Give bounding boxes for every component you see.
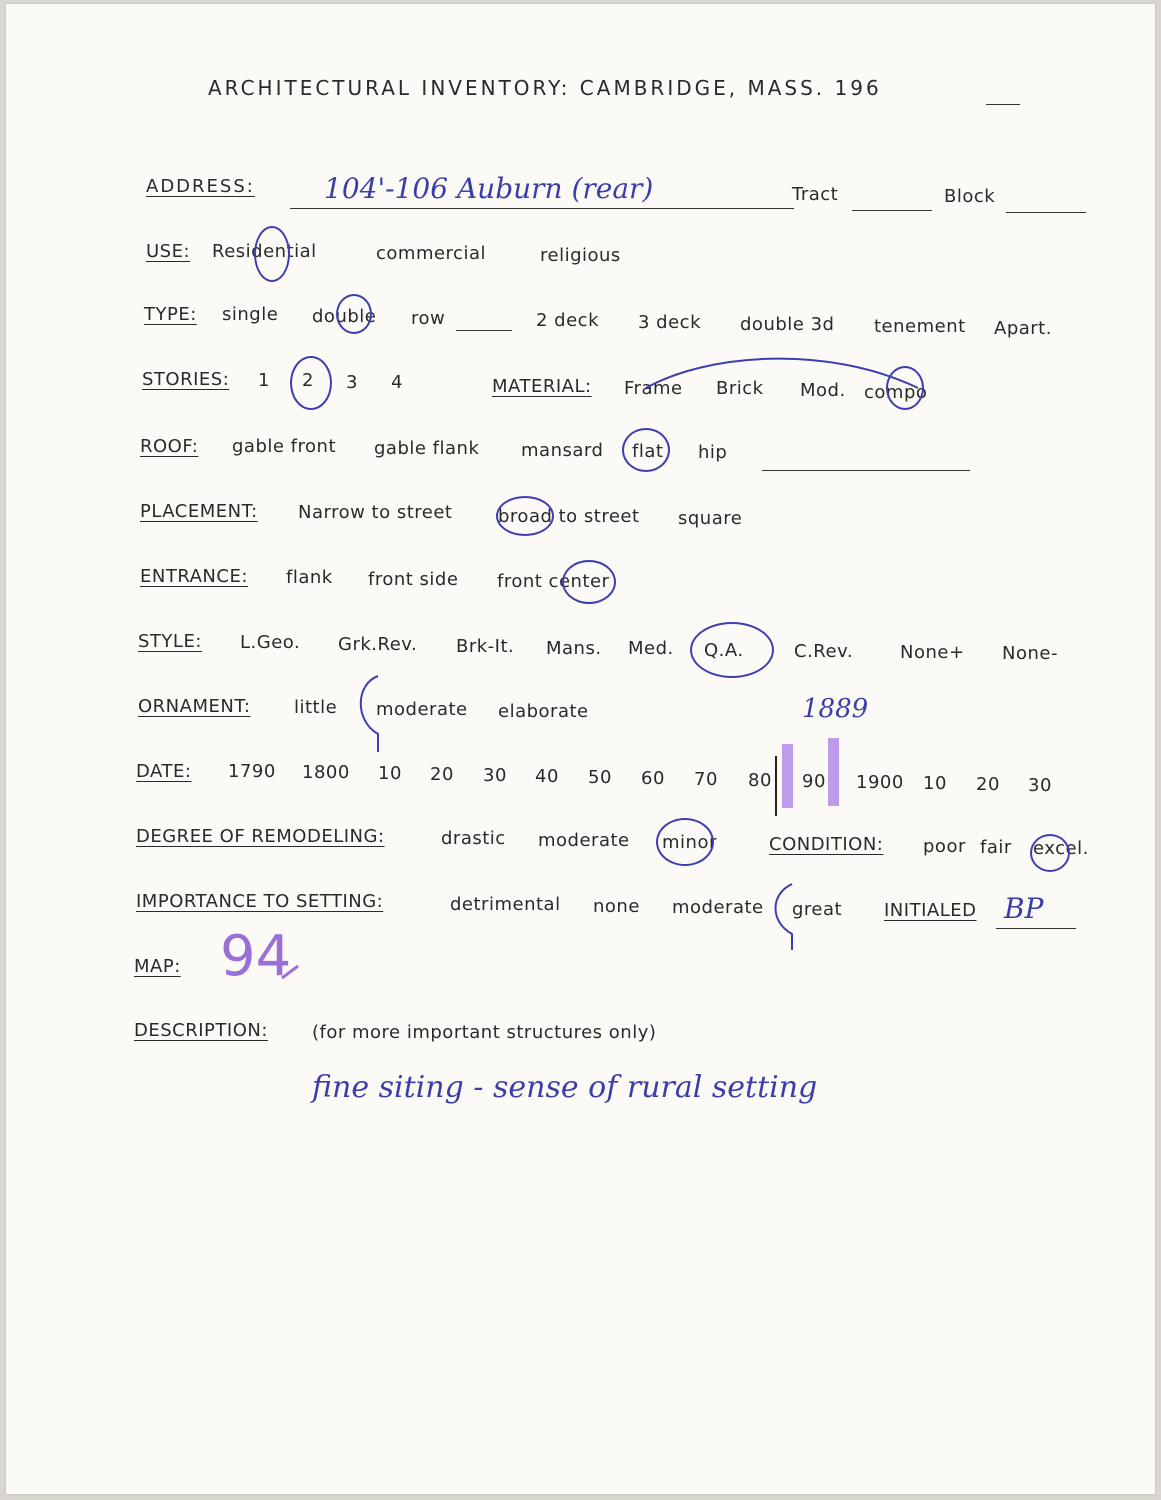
date-option-1800: 1800 <box>302 762 350 783</box>
stories-option-1: 1 <box>258 370 270 391</box>
material-option-compo: compo <box>864 382 928 403</box>
date-option-90: 90 <box>802 771 826 792</box>
address-label: ADDRESS: <box>146 176 255 197</box>
importance-option-great: great <box>792 899 843 920</box>
entrance-option-front-center: front center <box>497 571 610 592</box>
placement-option-narrow: Narrow to street <box>298 502 453 523</box>
date-option-50: 50 <box>588 767 612 788</box>
date-option-20: 20 <box>430 764 454 785</box>
roof-label: ROOF: <box>140 436 199 457</box>
style-option-qa: Q.A. <box>704 640 744 661</box>
material-option-frame: Frame <box>624 378 683 399</box>
date-option-10: 10 <box>378 763 402 784</box>
style-label: STYLE: <box>138 631 202 652</box>
map-crossbar-mark <box>282 966 298 978</box>
date-option-1790: 1790 <box>228 761 276 782</box>
handwritten-year: 1889 <box>802 694 869 724</box>
date-purple-mark-right <box>828 738 839 806</box>
description-value: fine siting - sense of rural setting <box>312 1070 818 1105</box>
entrance-label: ENTRANCE: <box>140 566 248 587</box>
use-option-religious: religious <box>540 245 621 266</box>
material-connecting-arc <box>646 359 918 388</box>
placement-option-broad: broad to street <box>498 506 640 527</box>
roof-option-mansard: mansard <box>521 440 604 461</box>
type-label: TYPE: <box>144 304 197 325</box>
date-label: DATE: <box>136 761 192 782</box>
style-option-mans: Mans. <box>546 638 602 659</box>
date-option-70: 70 <box>694 769 718 790</box>
type-option-2-deck: 2 deck <box>536 310 599 331</box>
date-option-30: 30 <box>483 765 507 786</box>
ornament-bracket-mark <box>361 676 378 752</box>
condition-option-poor: poor <box>923 836 966 857</box>
inventory-form <box>6 4 1155 1494</box>
address-value: 104'-106 Auburn (rear) <box>324 172 654 205</box>
description-note: (for more important structures only) <box>312 1022 657 1043</box>
date-option-1920: 20 <box>976 774 1000 795</box>
date-purple-mark-left <box>782 744 793 808</box>
date-option-60: 60 <box>641 768 665 789</box>
use-option-commercial: commercial <box>376 243 486 264</box>
stories-option-3: 3 <box>346 372 358 393</box>
type-option-single: single <box>222 304 279 325</box>
tract-label: Tract <box>792 184 839 205</box>
ornament-label: ORNAMENT: <box>138 696 251 717</box>
ornament-option-little: little <box>294 697 338 718</box>
material-option-mod: Mod. <box>800 380 846 401</box>
map-label: MAP: <box>134 956 181 977</box>
style-option-brkit: Brk-It. <box>456 636 515 657</box>
initialed-label: INITIALED <box>884 900 977 921</box>
placement-label: PLACEMENT: <box>140 501 258 522</box>
date-option-1930: 30 <box>1028 775 1052 796</box>
stories-option-2: 2 <box>302 370 314 391</box>
remodeling-option-moderate: moderate <box>538 830 630 851</box>
style-option-lgeo: L.Geo. <box>240 632 301 653</box>
roof-option-flat: flat <box>632 441 664 462</box>
importance-label: IMPORTANCE TO SETTING: <box>136 891 384 912</box>
importance-option-detrimental: detrimental <box>450 894 561 915</box>
style-option-none-minus: None- <box>1002 643 1058 664</box>
importance-bracket-mark <box>776 884 793 950</box>
entrance-option-flank: flank <box>286 567 333 588</box>
date-option-1900: 1900 <box>856 772 904 793</box>
pen-marks-overlay <box>6 4 1155 1494</box>
importance-option-moderate: moderate <box>672 897 764 918</box>
initialed-value: BP <box>1004 892 1044 925</box>
description-label: DESCRIPTION: <box>134 1020 268 1041</box>
type-option-3-deck: 3 deck <box>638 312 701 333</box>
material-option-brick: Brick <box>716 378 764 399</box>
material-label: MATERIAL: <box>492 376 592 397</box>
condition-option-excel: excel. <box>1033 838 1089 859</box>
use-option-residential: Residential <box>212 241 317 262</box>
roof-option-gable-front: gable front <box>232 436 336 457</box>
roof-option-hip: hip <box>698 442 728 463</box>
entrance-option-front-side: front side <box>368 569 459 590</box>
remodeling-label: DEGREE OF REMODELING: <box>136 826 385 847</box>
type-option-row: row <box>411 308 446 329</box>
style-option-crev: C.Rev. <box>794 641 854 662</box>
form-title: ARCHITECTURAL INVENTORY: CAMBRIDGE, MASS. 196 <box>208 76 882 100</box>
remodeling-option-drastic: drastic <box>441 828 506 849</box>
style-option-med: Med. <box>628 638 674 659</box>
type-option-tenement: tenement <box>874 316 966 337</box>
style-option-grkrev: Grk.Rev. <box>338 634 418 655</box>
stories-option-4: 4 <box>391 372 403 393</box>
ornament-option-elaborate: elaborate <box>498 701 589 722</box>
type-option-double-3d: double 3d <box>740 314 835 335</box>
importance-option-none: none <box>593 896 640 917</box>
stories-label: STORIES: <box>142 369 230 390</box>
remodeling-option-minor: minor <box>662 832 717 853</box>
block-label: Block <box>944 186 996 207</box>
type-option-double: double <box>312 306 377 327</box>
date-option-1910: 10 <box>923 773 947 794</box>
condition-option-fair: fair <box>980 837 1012 858</box>
roof-option-gable-flank: gable flank <box>374 438 480 459</box>
date-option-40: 40 <box>535 766 559 787</box>
style-option-none-plus: None+ <box>900 642 965 663</box>
use-label: USE: <box>146 241 191 262</box>
map-value: 94 <box>220 924 292 989</box>
condition-label: CONDITION: <box>769 834 884 855</box>
type-option-apart: Apart. <box>994 318 1052 339</box>
placement-option-square: square <box>678 508 743 529</box>
ornament-option-moderate: moderate <box>376 699 468 720</box>
date-option-80: 80 <box>748 770 772 791</box>
